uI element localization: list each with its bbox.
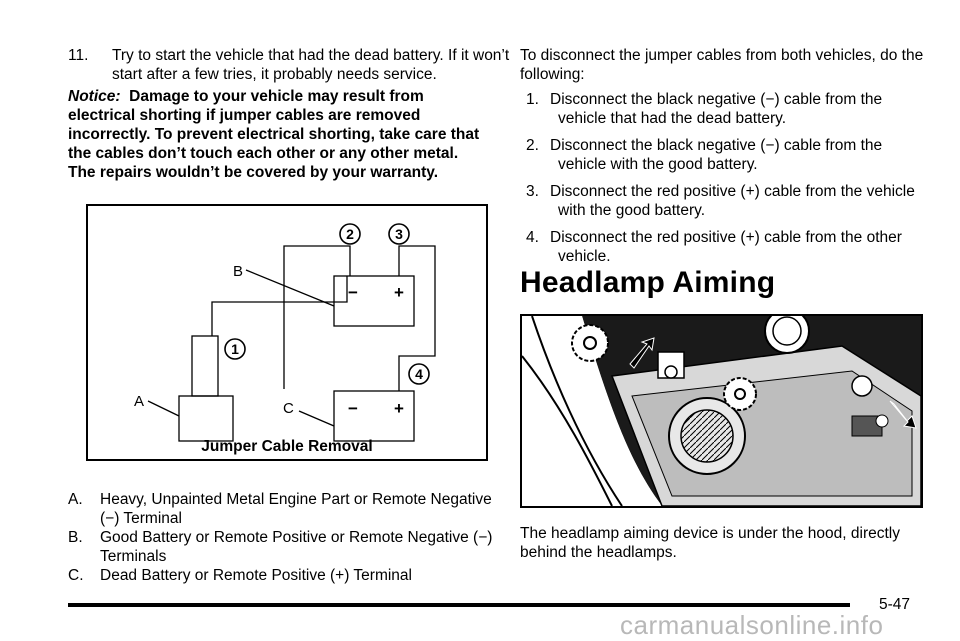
step-4: [526, 228, 926, 266]
disconnect-steps: [526, 90, 926, 266]
step-number: 2.: [526, 137, 539, 154]
legend-text: Dead Battery or Remote Positive (+) Terminal: [100, 567, 412, 584]
step-11: [68, 46, 536, 84]
legend-item-a: [68, 490, 498, 528]
label-c: C: [283, 400, 294, 417]
legend-item-c: [68, 566, 498, 585]
step-number: 11.: [68, 47, 89, 64]
notice-block: [68, 87, 488, 182]
notice-label: Notice:: [68, 88, 121, 105]
jumper-cable-figure: [86, 204, 488, 461]
good-minus: −: [348, 283, 358, 302]
jumper-cable-diagram: [88, 206, 486, 459]
step-3: [526, 182, 926, 220]
cable-2: [284, 246, 350, 389]
step-number: 3.: [526, 183, 539, 200]
watermark: carmanualsonline.info: [620, 610, 884, 640]
step-text: Disconnect the black negative (−) cable from the vehicle with the good battery.: [550, 137, 883, 173]
legend-text: Good Battery or Remote Positive or Remote Negative (−) Terminals: [100, 529, 493, 565]
step-text: Try to start the vehicle that had the dead battery. If it won’t start after a few tries, it probably needs service.: [112, 47, 510, 83]
label-a: A: [134, 393, 145, 410]
adjuster-gear-left: [572, 325, 608, 361]
intro-paragraph: To disconnect the jumper cables from both vehicles, do the following:: [520, 47, 924, 83]
legend-key: B.: [68, 529, 83, 546]
step-1: [526, 90, 926, 128]
label-b: B: [233, 263, 244, 280]
engine-part-a: [179, 396, 233, 441]
notice-text: Damage to your vehicle may result from electrical shorting if jumper cables are removed incorrectly. To prevent electrical shorting, take care that the cables don’t touch each other or any other metal. The repairs wouldn’t be covered by your warranty.: [68, 88, 480, 181]
cable-3: [399, 246, 435, 346]
figure-caption: Jumper Cable Removal: [201, 438, 373, 455]
step-number: 1.: [526, 91, 539, 108]
legend-key: C.: [68, 567, 84, 584]
callout-1: 1: [231, 341, 239, 357]
legend-item-b: [68, 528, 498, 566]
step-2: [526, 136, 926, 174]
callout-2: 2: [346, 226, 354, 242]
callout-3: 3: [395, 226, 403, 242]
leader-c: [299, 411, 334, 426]
step-text: Disconnect the red positive (+) cable from the other vehicle.: [550, 229, 902, 265]
leader-b: [246, 270, 334, 306]
legend-text: Heavy, Unpainted Metal Engine Part or Remote Negative (−) Terminal: [100, 491, 492, 527]
headlamp-body: The headlamp aiming device is under the hood, directly behind the headlamps.: [520, 525, 900, 561]
legend-key: A.: [68, 491, 83, 508]
leader-a: [148, 401, 179, 416]
dead-plus: +: [394, 399, 404, 418]
dead-minus: −: [348, 399, 358, 418]
footer-rule: [68, 603, 850, 607]
page-number: 5-47: [879, 596, 911, 613]
engine-stub: [192, 336, 218, 396]
adjuster-gear-center: [724, 378, 756, 410]
section-heading: Headlamp Aiming: [520, 266, 776, 299]
step-text: Disconnect the black negative (−) cable from the vehicle that had the dead battery.: [550, 91, 883, 127]
step-number: 4.: [526, 229, 539, 246]
callout-4: 4: [415, 366, 423, 382]
figure-legend: [68, 490, 498, 585]
headlamp-illustration: [522, 316, 921, 506]
headlamp-photo: [520, 314, 923, 508]
good-plus: +: [394, 283, 404, 302]
cable-1: [212, 276, 347, 336]
step-text: Disconnect the red positive (+) cable from the vehicle with the good battery.: [550, 183, 915, 219]
